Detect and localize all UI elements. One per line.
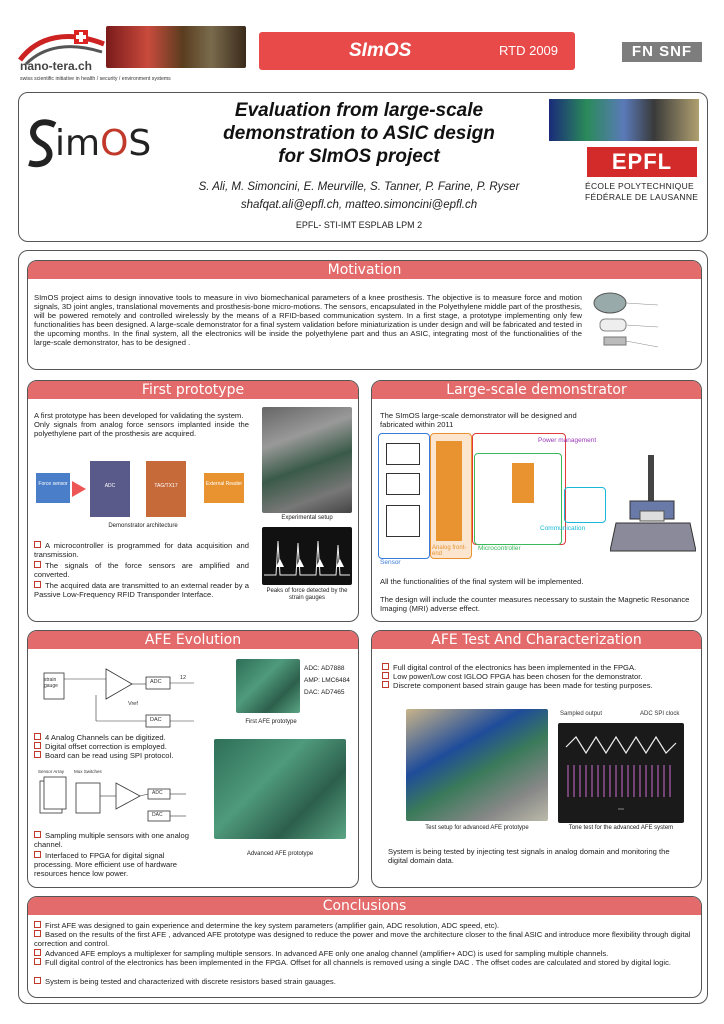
title-line-2: demonstration to ASIC design: [223, 123, 495, 144]
large-scale-text-2: The design will include the counter measures necessary to sustain the Magnetic Resonance Imaging (MRI) adverse effect.: [380, 595, 690, 613]
schematic-adc-label: ADC: [150, 679, 162, 685]
first-prototype-bullet: The signals of the force sensors are amplified and converted.: [34, 561, 249, 579]
conclusion-bullet: First AFE was designed to gain experience and determine the key system parameters (amplifier gain, ADC resolution, ADC speed, etc).: [34, 921, 694, 930]
system-block-diagram: [378, 433, 608, 567]
power-management-label: Power management: [538, 437, 597, 444]
affiliation: EPFL- STI-IMT ESPLAB LPM 2: [295, 220, 423, 230]
bus-width-label: 12: [180, 675, 187, 681]
large-scale-title: Large-scale demonstrator: [372, 381, 701, 399]
tone-test-scope-image: [558, 723, 684, 823]
amplifier-icon: [72, 481, 86, 497]
mux-switches-label: Mux Switches: [74, 769, 102, 774]
amp-part: AMP: LMC6484: [304, 677, 350, 684]
afe-evolution-bullet: Board can be read using SPI protocol.: [34, 751, 214, 760]
first-afe-parts: [304, 663, 358, 699]
afe-evolution-bullet: 4 Analog Channels can be digitized.: [34, 733, 214, 742]
header-photo-strip: [106, 26, 246, 68]
peaks-caption: Peaks of force detected by the strain gauges: [266, 588, 348, 601]
tag-block: TAG/TX17: [146, 461, 186, 517]
dac-part: DAC: AD7465: [304, 689, 345, 696]
afe-evolution-title: AFE Evolution: [28, 631, 358, 649]
sampled-output-label: Sampled output: [560, 711, 603, 717]
motivation-title: Motivation: [28, 261, 701, 279]
large-scale-intro: The SImOS large-scale demonstrator will be designed and fabricated within 2011: [380, 411, 577, 429]
poster-title: [159, 99, 559, 168]
setup-caption: Experimental setup: [281, 515, 333, 521]
force-sensor-block: Force sensor: [36, 473, 70, 503]
test-setup-caption: Test setup for advanced AFE prototype: [425, 825, 529, 831]
test-setup-photo: [406, 709, 548, 821]
peaks-plot-image: [262, 527, 352, 585]
mux-adc-label: ADC: [152, 790, 163, 796]
motivation-body: SImOS project aims to design innovative tools to measure in vivo biomechanical parameters of a knee prosthesis. The objective is to measure force and motion signals, 3D joint angles, translational movements and prosthesis-bone micro-motions. The sensors, encapsulated in the Polyethylene middle part of the prosthesis, will be powered remotely and controlled wirelessly by the means of a RFID-based communication system. In a first stage, a prototype implementing only few functionalities has been designed. A large-scale demonstrator for a final system validation before miniaturization is under design and will be fabricated and tested in the upcoming months. In the final system, all the electronics will be inside the polyethylene part and thus an ASIC, integrating most of the functionalities of the large-scale demonstrator, has to be designed .: [34, 293, 582, 347]
first-prototype-bullet: The acquired data are transmitted to an external reader by a Passive Low-Frequency RFID Transponder Interface.: [34, 581, 249, 599]
title-block: [18, 92, 708, 242]
conclusions-section: [27, 896, 702, 998]
adc-part: ADC: AD7888: [304, 665, 345, 672]
first-afe-photo: [236, 659, 300, 713]
adc-block: ADC: [90, 461, 130, 517]
first-prototype-section: [27, 380, 359, 622]
nanotera-tagline: swiss scientific initiative in health / security / environment systems: [20, 76, 171, 82]
banner-rtd: RTD 2009: [499, 43, 559, 58]
title-line-3: for SImOS project: [278, 146, 440, 167]
epfl-name-1: ÉCOLE POLYTECHNIQUE: [585, 181, 694, 191]
knee-prosthesis-image: [588, 285, 688, 365]
afe-test-bullet: Low power/Low cost IGLOO FPGA has been chosen for the demonstrator.: [382, 672, 694, 681]
title-line-1: Evaluation from large-scale: [234, 100, 484, 121]
emails: shafqat.ali@epfl.ch, matteo.simoncini@epfl.ch: [240, 199, 478, 211]
sensor-photo-collage: [549, 99, 699, 141]
tone-test-caption: Tone test for the advanced AFE system: [568, 825, 674, 831]
afe-test-bullet: Full digital control of the electronics has been implemented in the FPGA.: [382, 663, 694, 672]
microcontroller-label: Microcontroller: [478, 545, 521, 552]
schematic-dac-label: DAC: [150, 717, 162, 723]
afe-schematic: [36, 659, 206, 735]
simos-logo: [25, 113, 157, 173]
communication-label: Communication: [540, 525, 586, 532]
conclusion-bullet: Based on the results of the first AFE , advanced AFE prototype was designed to reduce the power and move the architecture closer to the final ASIC and introduce more flexibility through digital correction and control.: [34, 930, 691, 948]
afe-evolution-bullet: Interfaced to FPGA for digital signal processing. More efficient use of hardware resources hence low power.: [34, 851, 177, 878]
motivation-section: [27, 260, 702, 370]
sensor-label: Sensor: [380, 559, 401, 566]
advanced-afe-caption: Advanced AFE prototype: [246, 851, 314, 857]
nanotera-logo: [18, 26, 248, 86]
first-prototype-bullet: A microcontroller is programmed for data acquisition and transmission.: [34, 541, 249, 559]
afe-test-title: AFE Test And Characterization: [372, 631, 701, 649]
adc-spi-clock-label: ADC SPI clock: [640, 711, 680, 717]
afe-test-closing: System is being tested by injecting test signals in analog domain and monitoring the digital domain data.: [388, 847, 670, 865]
afe-evolution-bullet: Sampling multiple sensors with one analog channel.: [34, 831, 189, 849]
epfl-logo-text: EPFL: [611, 149, 673, 174]
afe-evolution-section: [27, 630, 359, 888]
banner: [259, 32, 575, 70]
vref-label: Vref: [128, 701, 138, 707]
fnsnf-logo: [622, 42, 702, 62]
mux-dac-label: DAC: [152, 812, 163, 818]
conclusion-bullet: System is being tested and characterized with discrete resistors based strain gauages.: [34, 977, 694, 986]
authors: S. Ali, M. Simoncini, E. Meurville, S. Tanner, P. Farine, P. Ryser: [198, 181, 520, 193]
conclusions-title: Conclusions: [28, 897, 701, 915]
epfl-logo: [587, 147, 697, 177]
architecture-caption: Demonstrator architecture: [108, 523, 178, 529]
external-reader-block: External Reader: [204, 473, 244, 503]
conclusion-bullet: Advanced AFE employs a multiplexer for sampling multiple sensors. In advanced AFE only one analog channel (amplifier+ ADC) is used for sampling multiple channels.: [34, 949, 694, 958]
first-prototype-intro: A first prototype has been developed for validating the system. Only signals from analog force sensors implanted inside the polyethylene part of the prosthesis are acquired.: [34, 411, 249, 438]
first-prototype-title: First prototype: [28, 381, 358, 399]
afe-evolution-bullet: Digital offset correction is employed.: [34, 742, 214, 751]
strain-gauge-label: strain gauge: [44, 677, 58, 689]
mux-schematic: [36, 769, 206, 827]
experimental-setup-photo: [262, 407, 352, 513]
sensor-array-label: Sensor Array: [38, 769, 65, 774]
afe-test-bullet: Discrete component based strain gauge has been made for testing purposes.: [382, 681, 694, 690]
demonstrator-cad-image: [610, 451, 696, 563]
simos-logo-text: imOS: [55, 123, 152, 164]
first-afe-caption: First AFE prototype: [245, 719, 297, 725]
banner-title: SImOS: [349, 40, 412, 61]
large-scale-section: [371, 380, 702, 622]
analog-front-end-label: Analog front-end: [432, 545, 467, 557]
conclusion-bullet: Full digital control of the electronics has been implemented in the FPGA. Offset for all channels is removed using a single DAC . The offset codes are calculated and stored by digital logic.: [34, 958, 694, 967]
nanotera-logo-text: nano-tera.ch: [20, 59, 93, 73]
advanced-afe-photo: [214, 739, 346, 839]
afe-test-section: [371, 630, 702, 888]
epfl-name-2: FÉDÉRALE DE LAUSANNE: [585, 192, 699, 202]
large-scale-text-1: All the functionalities of the final system will be implemented.: [380, 577, 584, 586]
fnsnf-logo-text: FN SNF: [631, 43, 693, 60]
demonstrator-architecture-diagram: [34, 461, 254, 521]
